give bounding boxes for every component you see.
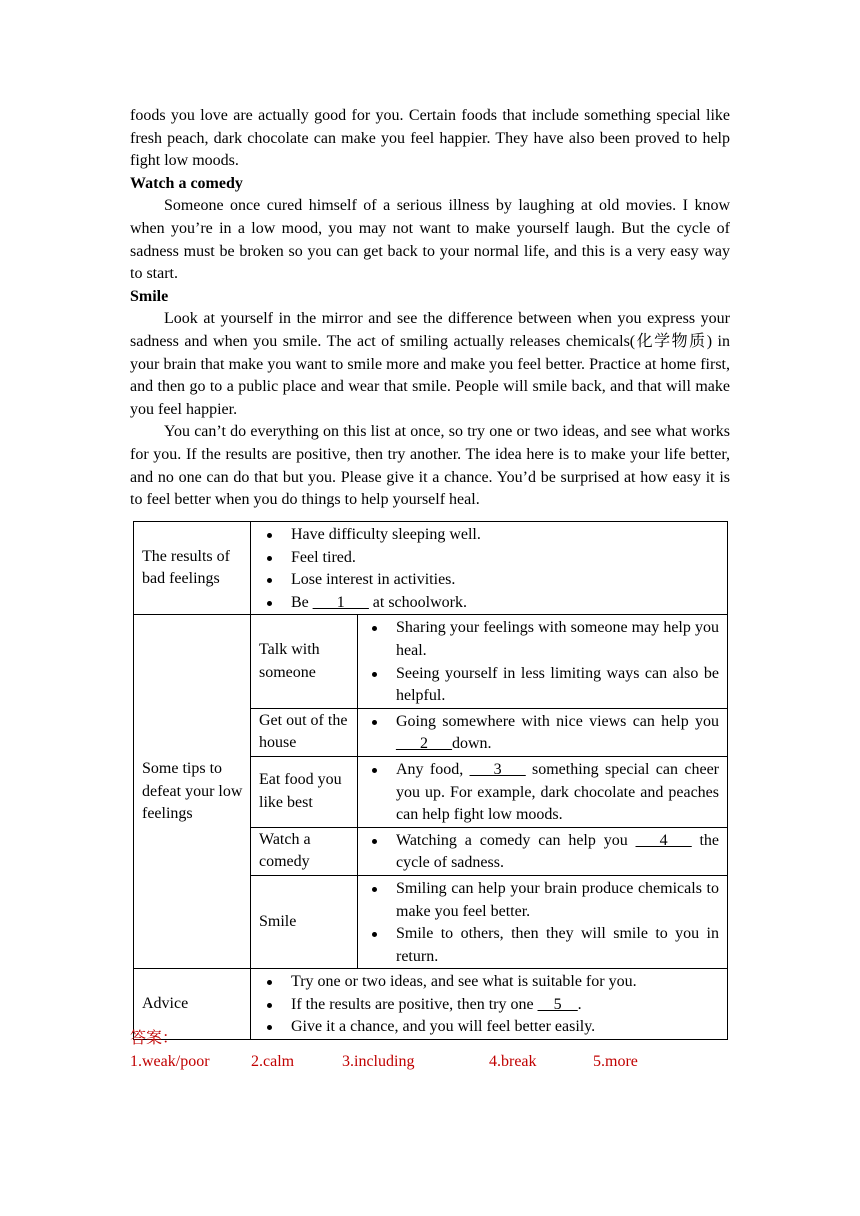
text: Going somewhere with nice views can help you bbox=[396, 712, 719, 730]
text: the cycle of sadness. bbox=[396, 831, 720, 872]
text: Watching a comedy can help you bbox=[396, 831, 636, 849]
text: something special can cheer you up. For example, dark chocolate and peaches can help fight low moods. bbox=[396, 760, 720, 824]
tip-food-cell bbox=[358, 756, 728, 827]
answer-2: 2.calm bbox=[251, 1052, 295, 1070]
list-item: Try one or two ideas, and see what is suitable for you. bbox=[261, 971, 723, 994]
table-row bbox=[134, 615, 728, 708]
list-item: Seeing yourself in less limiting ways can also be helpful. bbox=[366, 663, 719, 708]
text: Any food, bbox=[396, 760, 470, 778]
tip-comedy-cell bbox=[358, 827, 728, 875]
text: . bbox=[577, 995, 582, 1013]
label-advice: Advice bbox=[134, 969, 251, 1040]
list-item: Have difficulty sleeping well. bbox=[261, 524, 723, 547]
blank-4: ___4___ bbox=[635, 831, 692, 849]
paragraph-smile: Look at yourself in the mirror and see the difference between when you express your sadness and when you smile. The act of smiling actually releases chemicals(化学物质) in your brain that make you want to smile more and make you feel better. Practice at home first, and then go to a public place and wear that smile. People will smile back, and that will make you feel happier. bbox=[130, 310, 730, 418]
tip-comedy-label: Watch a comedy bbox=[251, 827, 358, 875]
summary-table bbox=[133, 521, 728, 1040]
tip-talk-cell bbox=[358, 615, 728, 708]
tip-talk-label: Talk with someone bbox=[251, 615, 358, 708]
answer-row bbox=[130, 1051, 638, 1074]
tip-smile-label: Smile bbox=[251, 875, 358, 968]
paragraph-comedy: Someone once cured himself of a serious illness by laughing at old movies. I know when you’re in a low mood, you may not want to make yourself laugh. But the cycle of sadness must be broken so you can get back to your normal life, and this is a very easy way to start. bbox=[130, 197, 730, 283]
answer-label: 答案： bbox=[130, 1030, 179, 1047]
list-item bbox=[366, 711, 719, 756]
label-tips: Some tips to defeat your low feelings bbox=[134, 615, 251, 969]
heading-smile: Smile bbox=[130, 287, 169, 305]
text: down. bbox=[452, 735, 492, 753]
list-item: Give it a chance, and you will feel better easily. bbox=[261, 1016, 723, 1039]
label-results: The results of bad feelings bbox=[134, 522, 251, 615]
list-item bbox=[366, 830, 719, 875]
list-item bbox=[261, 592, 723, 615]
blank-2: ___2___ bbox=[396, 735, 452, 753]
list-item: Feel tired. bbox=[261, 547, 723, 570]
tip-house-label: Get out of the house bbox=[251, 708, 358, 756]
answer-key bbox=[130, 1028, 638, 1073]
list-item: Smiling can help your brain produce chemicals to make you feel better. bbox=[366, 878, 719, 923]
heading-watch-comedy: Watch a comedy bbox=[130, 174, 243, 192]
tip-smile-cell bbox=[358, 875, 728, 968]
paragraph-conclusion: You can’t do everything on this list at once, so try one or two ideas, and see what works for you. If the results are positive, then try another. The idea here is to make your life better, and no one can do that but you. Please give it a chance. You’d be surprised at how easy it is to feel better when you do things to help yourself heal. bbox=[130, 423, 730, 509]
answer-3: 3.including bbox=[342, 1052, 415, 1070]
results-cell bbox=[251, 522, 728, 615]
blank-5: __5__ bbox=[537, 995, 578, 1013]
tip-food-label: Eat food you like best bbox=[251, 756, 358, 827]
paragraph-foods: foods you love are actually good for you. Certain foods that include something special like fresh peach, dark chocolate can make you feel happier. They have also been proved to help fight low moods. bbox=[130, 107, 730, 170]
table-row bbox=[134, 522, 728, 615]
blank-3: ___3___ bbox=[469, 760, 526, 778]
passage bbox=[130, 105, 730, 512]
tip-house-cell bbox=[358, 708, 728, 756]
list-item: Smile to others, then they will smile to you in return. bbox=[366, 923, 719, 968]
answer-1: 1.weak/poor bbox=[130, 1052, 210, 1070]
answer-5: 5.more bbox=[593, 1052, 638, 1070]
answer-4: 4.break bbox=[489, 1052, 537, 1070]
list-item: Sharing your feelings with someone may help you heal. bbox=[366, 617, 719, 662]
blank-1: ___1___ bbox=[312, 593, 369, 611]
list-item bbox=[366, 759, 719, 827]
text: at schoolwork. bbox=[368, 593, 467, 611]
list-item bbox=[261, 994, 723, 1017]
list-item: Lose interest in activities. bbox=[261, 569, 723, 592]
text: If the results are positive, then try one bbox=[291, 995, 538, 1013]
text: Be bbox=[291, 593, 313, 611]
